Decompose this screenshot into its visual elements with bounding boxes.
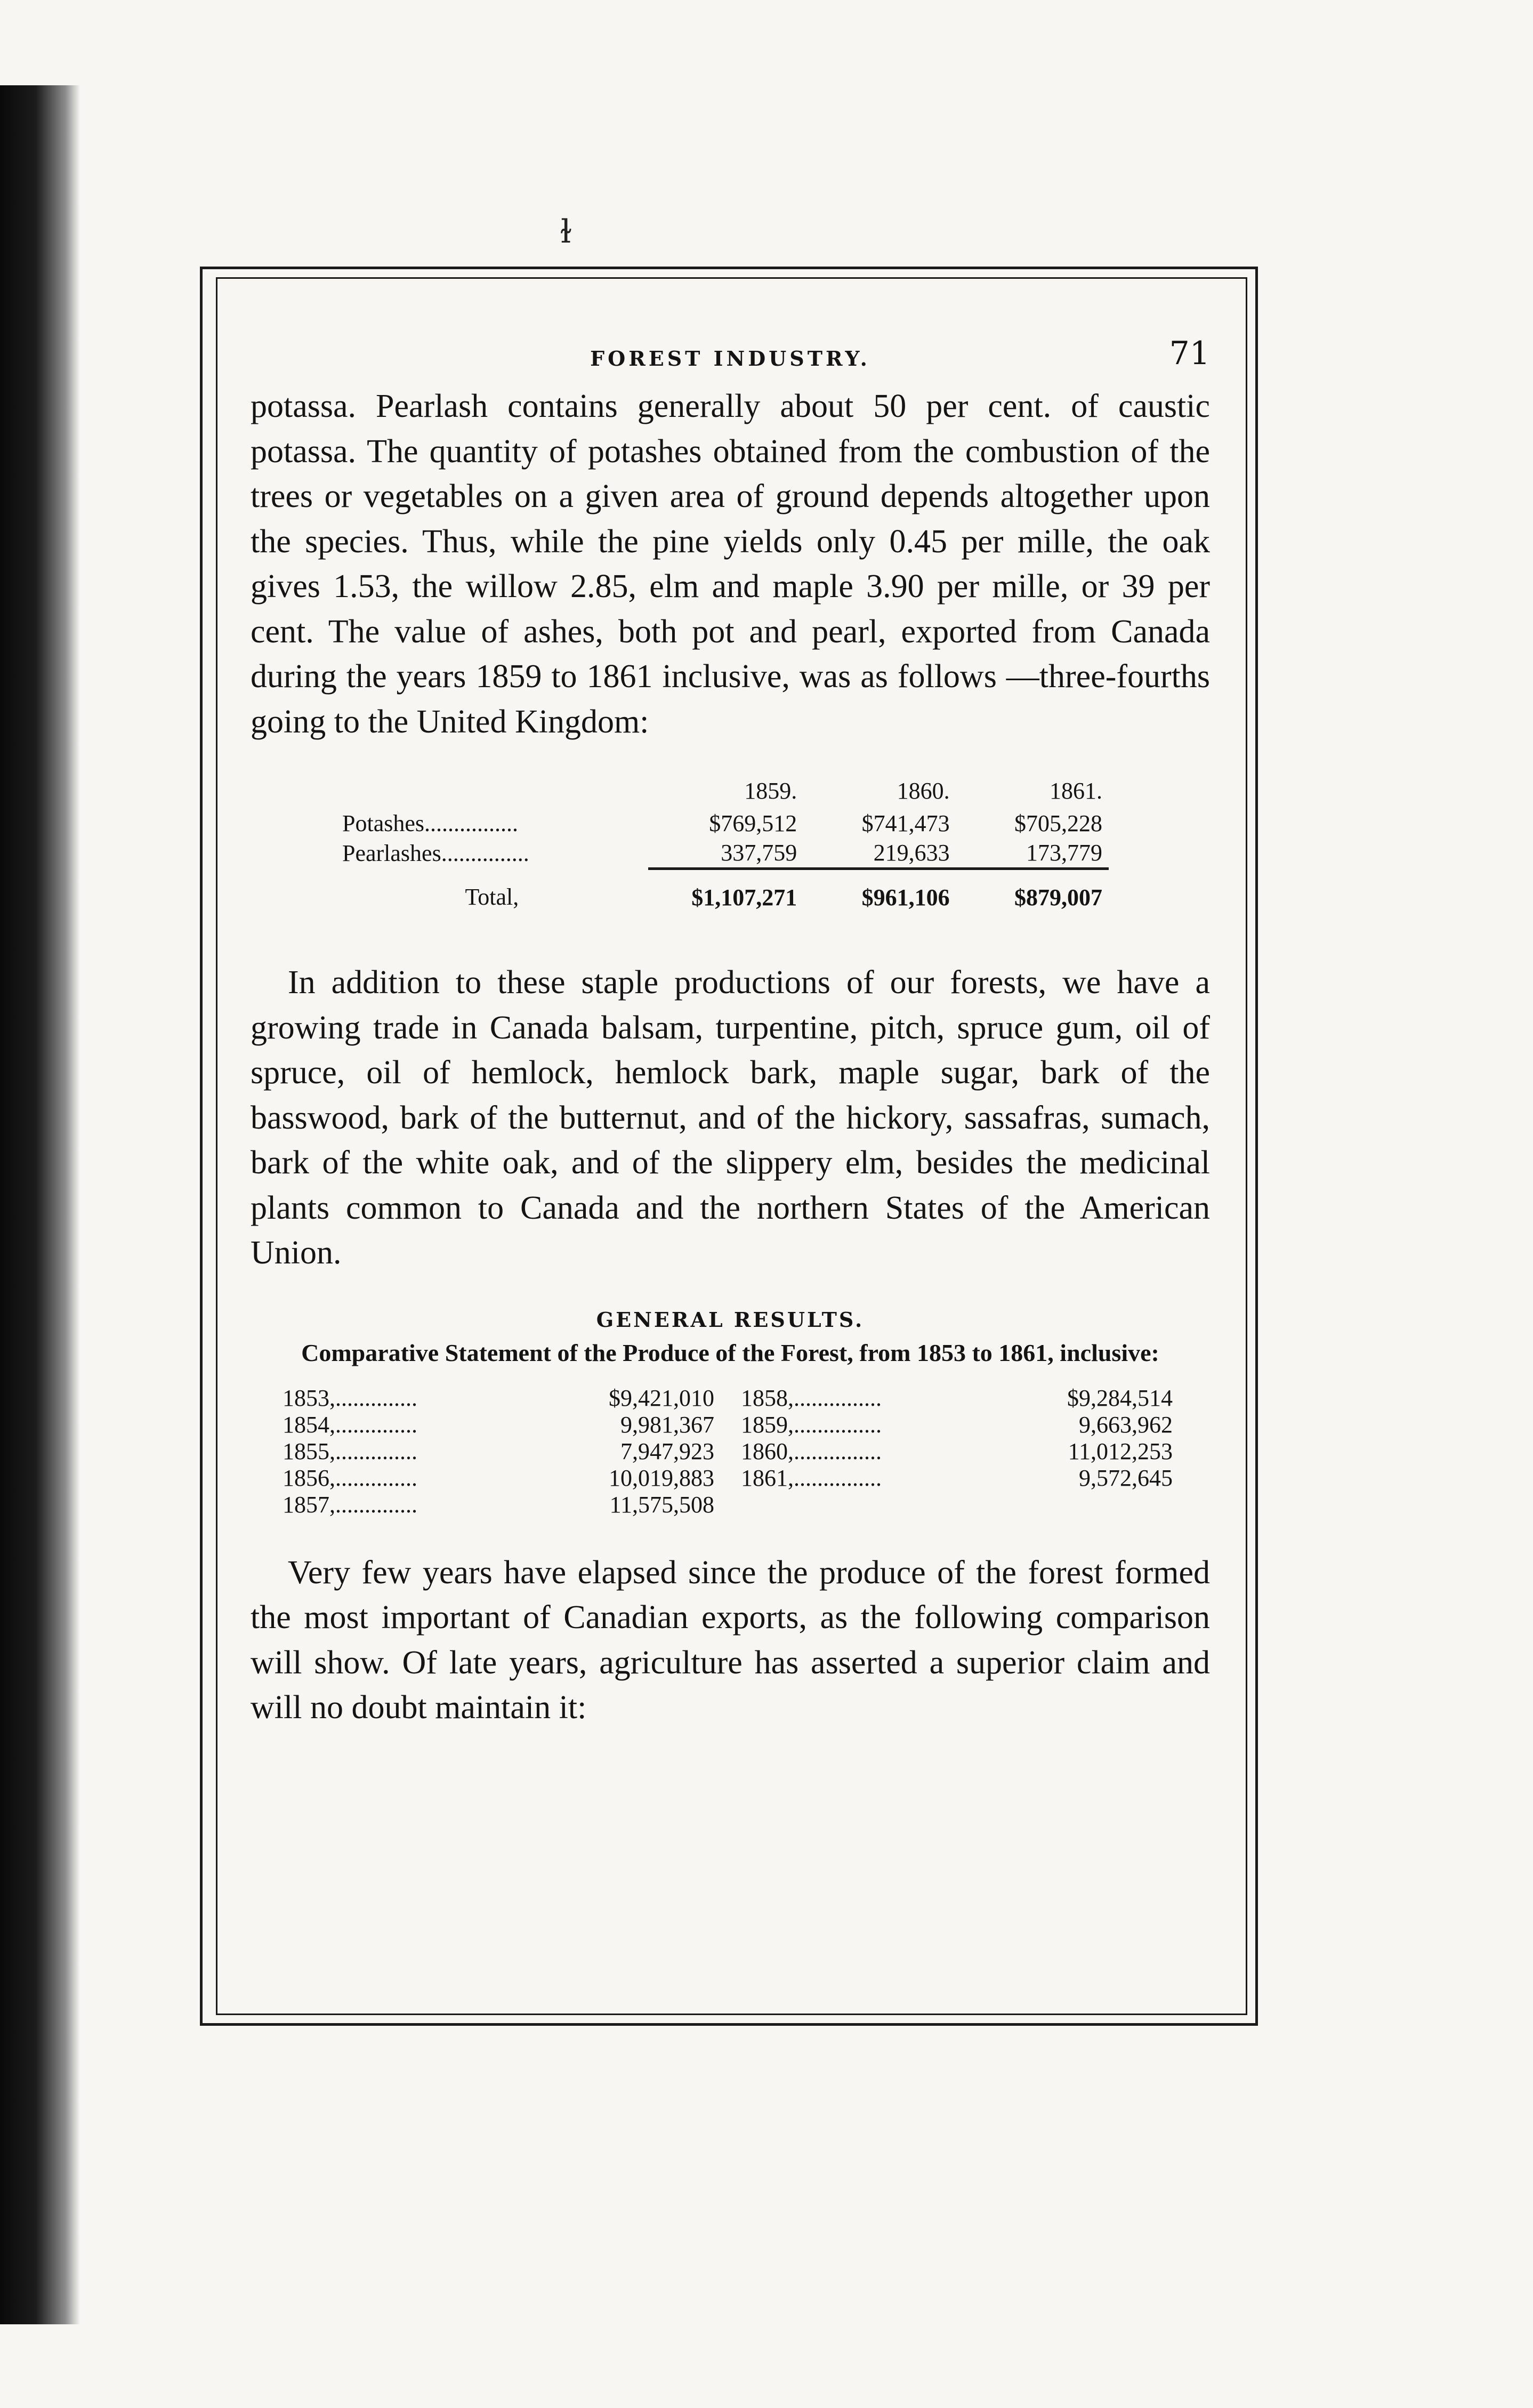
year-value: 9,663,962 [1079,1411,1173,1438]
year-entry [283,1438,725,1465]
year-value [1039,1492,1173,1518]
year-header: 1860. [897,778,950,804]
year-entry [741,1385,1183,1412]
year-value: 9,572,645 [1079,1464,1173,1491]
total-label: Total, [465,883,519,910]
cell-value: 337,759 [721,840,797,866]
total-value: $961,106 [803,869,956,913]
cell-value: 219,633 [873,840,950,866]
year-entry [283,1492,725,1518]
year-label: 1856,.............. [283,1464,417,1491]
page-header [251,325,1210,384]
row-label: Potashes................ [342,810,518,836]
paragraph-other-products: In addition to these staple productions of our forests, we have a growing trade in Canada balsam, turpentine, pitch, spruce gum, oil of spruce, oil of hemlock, hemlock bark, maple sugar, bark of the basswood, bark of the butternut, and of the hickory, sassafras, sumach, bark of the white oak, and of the slippery elm, besides the medicinal plants common to Canada and the northern States of the American Union. [251,964,1210,1271]
year-value: 9,981,367 [620,1411,714,1438]
year-entry-empty [741,1492,1183,1518]
year-label [741,1492,1039,1518]
year-label: 1858,............... [741,1384,882,1411]
total-value: $879,007 [956,869,1109,913]
cell-value: $705,228 [1014,810,1102,836]
ash-table-row [336,838,1109,869]
year-entry [741,1438,1183,1465]
year-label: 1861,............... [741,1464,882,1491]
ash-table-row [336,809,1109,838]
page-content [251,325,1210,1730]
cell-value: $741,473 [861,810,950,836]
year-entry [283,1465,725,1492]
cell-value: 173,779 [1026,840,1102,866]
year-entry [283,1385,725,1412]
paragraph-potash: potassa. Pearlash contains generally about 50 per cent. of caustic potassa. The quantity of potashes obtained from the combustion of the trees or vegetables on a given area of ground depends altogether upon the species. Thus, while the pine yields only 0.45 per mille, the oak gives 1.53, the willow 2.85, elm and maple 3.90 per mille, or 39 per cent. The value of ashes, both pot and pearl, exported from Canada during the years 1859 to 1861 inclusive, was as follows —three-fourths going to the United Kingdom: [251,388,1210,740]
book-spine-shadow [0,85,80,2324]
year-value: $9,421,010 [609,1384,714,1411]
year-header: 1859. [744,778,797,804]
row-label: Pearlashes............... [342,840,529,867]
cell-value: $769,512 [709,810,797,836]
year-value: $9,284,514 [1067,1384,1173,1411]
page-number: 71 [1169,335,1210,372]
year-value: 11,575,508 [609,1491,714,1518]
ash-table-header-row [336,776,1109,809]
table-caption: Comparative Statement of the Produce of the Forest, from 1853 to 1861, inclusive: [301,1339,1159,1366]
year-label: 1855,.............. [283,1438,417,1464]
ash-export-table [336,776,1109,912]
produce-by-year-table [283,1385,1210,1518]
running-head: FOREST INDUSTRY. [590,347,870,371]
year-label: 1854,.............. [283,1411,417,1438]
section-title: GENERAL RESULTS. [596,1307,865,1332]
year-header: 1861. [1050,778,1102,804]
year-label: 1860,............... [741,1438,882,1464]
ash-table-total-row [336,869,1109,913]
year-entry [741,1412,1183,1438]
stray-mark-glyph: ɫ [560,213,572,251]
year-value: 10,019,883 [609,1464,714,1491]
year-entry [741,1465,1183,1492]
year-entry [283,1412,725,1438]
year-label: 1857,.............. [283,1491,417,1518]
total-value: $1,107,271 [648,869,803,913]
paragraph-comparison: Very few years have elapsed since the produce of the forest formed the most important of Canadian exports, as the following comparison will show. Of late years, agriculture has asserted a superior claim and will no doubt maintain it: [251,1554,1210,1726]
year-label: 1853,.............. [283,1384,417,1411]
year-label: 1859,............... [741,1411,882,1438]
year-value: 11,012,253 [1068,1438,1173,1464]
year-value: 7,947,923 [620,1438,714,1464]
